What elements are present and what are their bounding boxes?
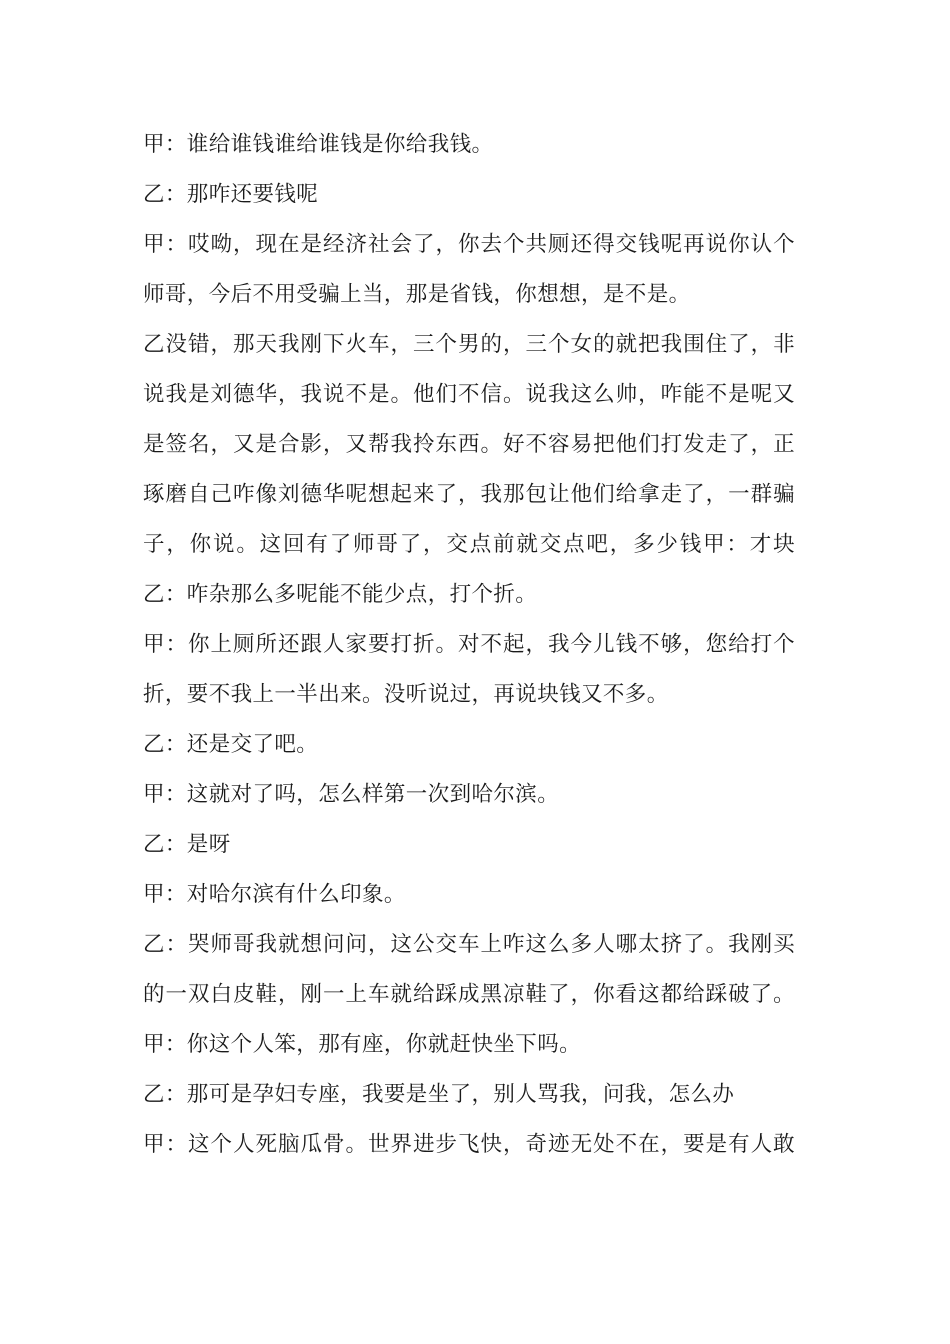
dialogue-text-block xyxy=(143,120,795,1170)
text-line: 甲：你上厕所还跟人家要打折。对不起，我今儿钱不够，您给打个 xyxy=(143,632,795,657)
text-line: 是签名，又是合影，又帮我拎东西。好不容易把他们打发走了，正 xyxy=(143,432,795,457)
text-line: 说我是刘德华，我说不是。他们不信。说我这么帅，咋能不是呢又 xyxy=(143,382,795,407)
text-line: 甲：这就对了吗，怎么样第一次到哈尔滨。 xyxy=(143,782,560,807)
text-line: 师哥，今后不用受骗上当，那是省钱，你想想，是不是。 xyxy=(143,282,691,307)
text-line: 甲：哎呦，现在是经济社会了，你去个共厕还得交钱呢再说你认个 xyxy=(143,232,795,257)
text-line: 子，你说。这回有了师哥了，交点前就交点吧，多少钱甲：才块 xyxy=(143,532,795,557)
text-line: 甲：这个人死脑瓜骨。世界进步飞快，奇迹无处不在，要是有人敢 xyxy=(143,1132,795,1157)
text-line: 甲：谁给谁钱谁给谁钱是你给我钱。 xyxy=(143,132,494,157)
text-line: 琢磨自己咋像刘德华呢想起来了，我那包让他们给拿走了，一群骗 xyxy=(143,482,795,507)
text-line: 甲：你这个人笨，那有座，你就赶快坐下吗。 xyxy=(143,1032,582,1057)
text-line: 乙：是呀 xyxy=(143,832,231,857)
text-line: 乙：那可是孕妇专座，我要是坐了，别人骂我，问我，怎么办 xyxy=(143,1082,735,1107)
text-line: 乙没错，那天我刚下火车，三个男的，三个女的就把我围住了，非 xyxy=(143,332,795,357)
text-line: 乙：那咋还要钱呢 xyxy=(143,182,319,207)
text-line: 的一双白皮鞋，刚一上车就给踩成黑凉鞋了，你看这都给踩破了。 xyxy=(143,982,795,1007)
text-line: 乙：哭师哥我就想问问，这公交车上咋这么多人哪太挤了。我刚买 xyxy=(143,932,795,957)
text-line: 乙：还是交了吧。 xyxy=(143,732,319,757)
text-line: 甲：对哈尔滨有什么印象。 xyxy=(143,882,406,907)
text-line: 乙：咋杂那么多呢能不能少点，打个折。 xyxy=(143,582,538,607)
text-line: 折，要不我上一半出来。没听说过，再说块钱又不多。 xyxy=(143,682,669,707)
